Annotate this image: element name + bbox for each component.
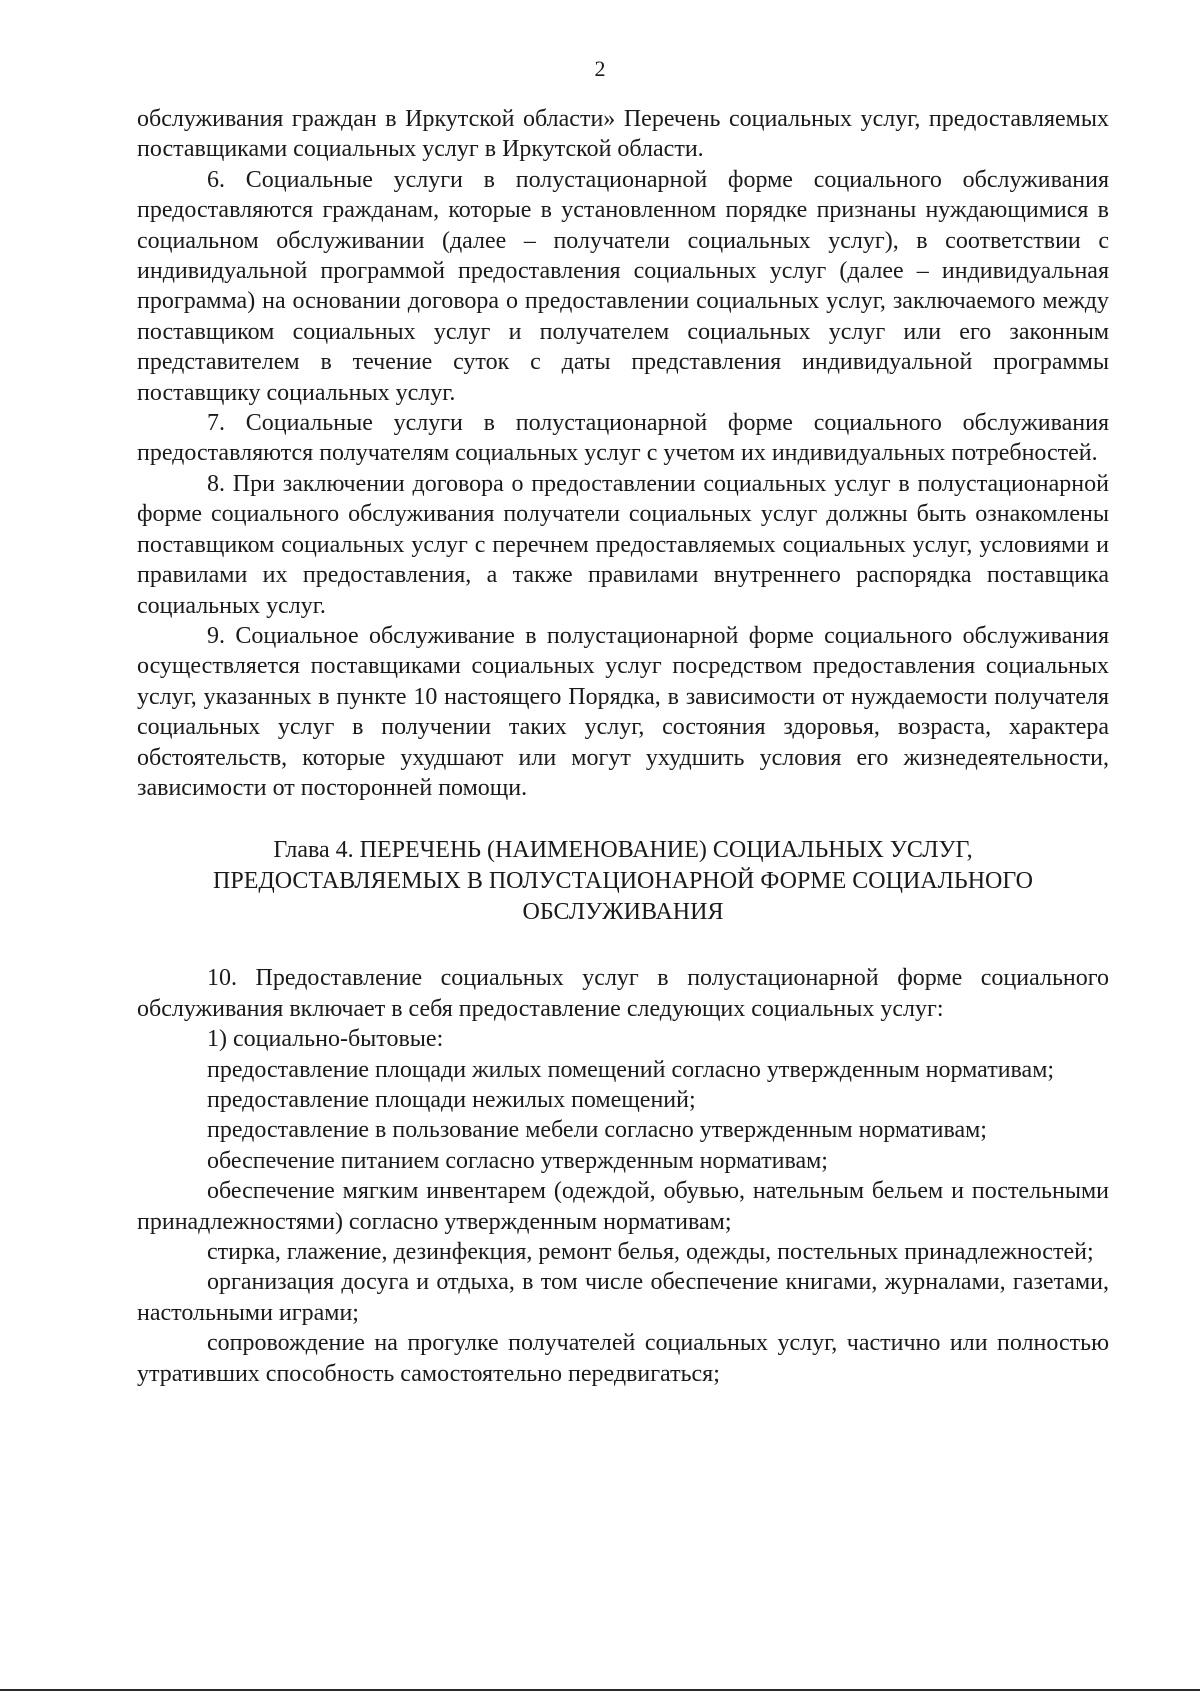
list-item: обеспечение питанием согласно утвержденным нормативам; [207, 1147, 828, 1174]
list-item: стирка, глажение, дезинфекция, ремонт белья, одежды, постельных принадлежностей; [207, 1239, 1094, 1265]
paragraph-10-intro: 10. Предоставление социальных услуг в полустационарной форме социального обслуживания включает в себя предоставление следующих социальных услуг: [137, 965, 1109, 1022]
paragraph-9: 9. Социальное обслуживание в полустационарной форме социального обслуживания осуществляется поставщиками социальных услуг посредством предоставления социальных услуг, указанных в пункте 10 настоящего Порядка, в зависимости от нуждаемости получателя социальных услуг в получении таких услуг, состояния здоровья, возраста, характера обстоятельств, которые ухудшают или могут ухудшить условия его жизнедеятельности, зависимости от посторонней помощи. [137, 622, 1109, 801]
chapter-heading-line-1: Глава 4. ПЕРЕЧЕНЬ (НАИМЕНОВАНИЕ) СОЦИАЛЬНЫХ УСЛУГ, [273, 837, 973, 864]
list-item: обеспечение мягким инвентарем (одеждой, обувью, нательным бельем и постельными принадлежностями) согласно утвержденным нормативам; [137, 1178, 1109, 1235]
scan-edge-line [0, 1689, 1200, 1691]
list-item: предоставление площади жилых помещений согласно утвержденным нормативам; [207, 1056, 1055, 1083]
chapter-heading-line-3: ОБСЛУЖИВАНИЯ [522, 899, 724, 926]
subsection-1-title: 1) социально-бытовые: [207, 1026, 444, 1053]
list-item: сопровождение на прогулке получателей социальных услуг, частично или полностью утративших способность самостоятельно передвигаться; [137, 1330, 1109, 1387]
page-number: 2 [594, 56, 606, 81]
list-item: организация досуга и отдыха, в том числе обеспечение книгами, журналами, газетами, настольными играми; [137, 1269, 1109, 1326]
document-body [137, 104, 1109, 1389]
paragraph-7: 7. Социальные услуги в полустационарной форме социального обслуживания предоставляются получателям социальных услуг с учетом их индивидуальных потребностей. [137, 410, 1109, 467]
list-item: предоставление площади нежилых помещений; [207, 1086, 696, 1113]
chapter-heading-line-2: ПРЕДОСТАВЛЯЕМЫХ В ПОЛУСТАЦИОНАРНОЙ ФОРМЕ СОЦИАЛЬНОГО [213, 868, 1033, 895]
list-item: предоставление в пользование мебели согласно утвержденным нормативам; [207, 1117, 987, 1144]
paragraph-6: 6. Социальные услуги в полустационарной форме социального обслуживания предоставляются гражданам, которые в установленном порядке признаны нуждающимися в социальном обслуживании (далее – получатели социальных услуг), в соответствии с индивидуальной программой предоставления социальных услуг (далее – индивидуальная программа) на основании договора о предоставлении социальных услуг, заключаемого между поставщиком социальных услуг и получателем социальных услуг или его законным представителем в течение суток с даты представления индивидуальной программы поставщику социальных услуг. [137, 166, 1109, 406]
paragraph-8: 8. При заключении договора о предоставлении социальных услуг в полустационарной форме социального обслуживания получатели социальных услуг должны быть ознакомлены поставщиком социальных услуг с перечнем предоставляемых социальных услуг, условиями и правилами их предоставления, а также правилами внутреннего распорядка поставщика социальных услуг. [137, 470, 1109, 619]
paragraph-intro: обслуживания граждан в Иркутской области» Перечень социальных услуг, предоставляемых поставщиками социальных услуг в Иркутской области. [137, 106, 1109, 163]
chapter-heading [137, 835, 1109, 928]
